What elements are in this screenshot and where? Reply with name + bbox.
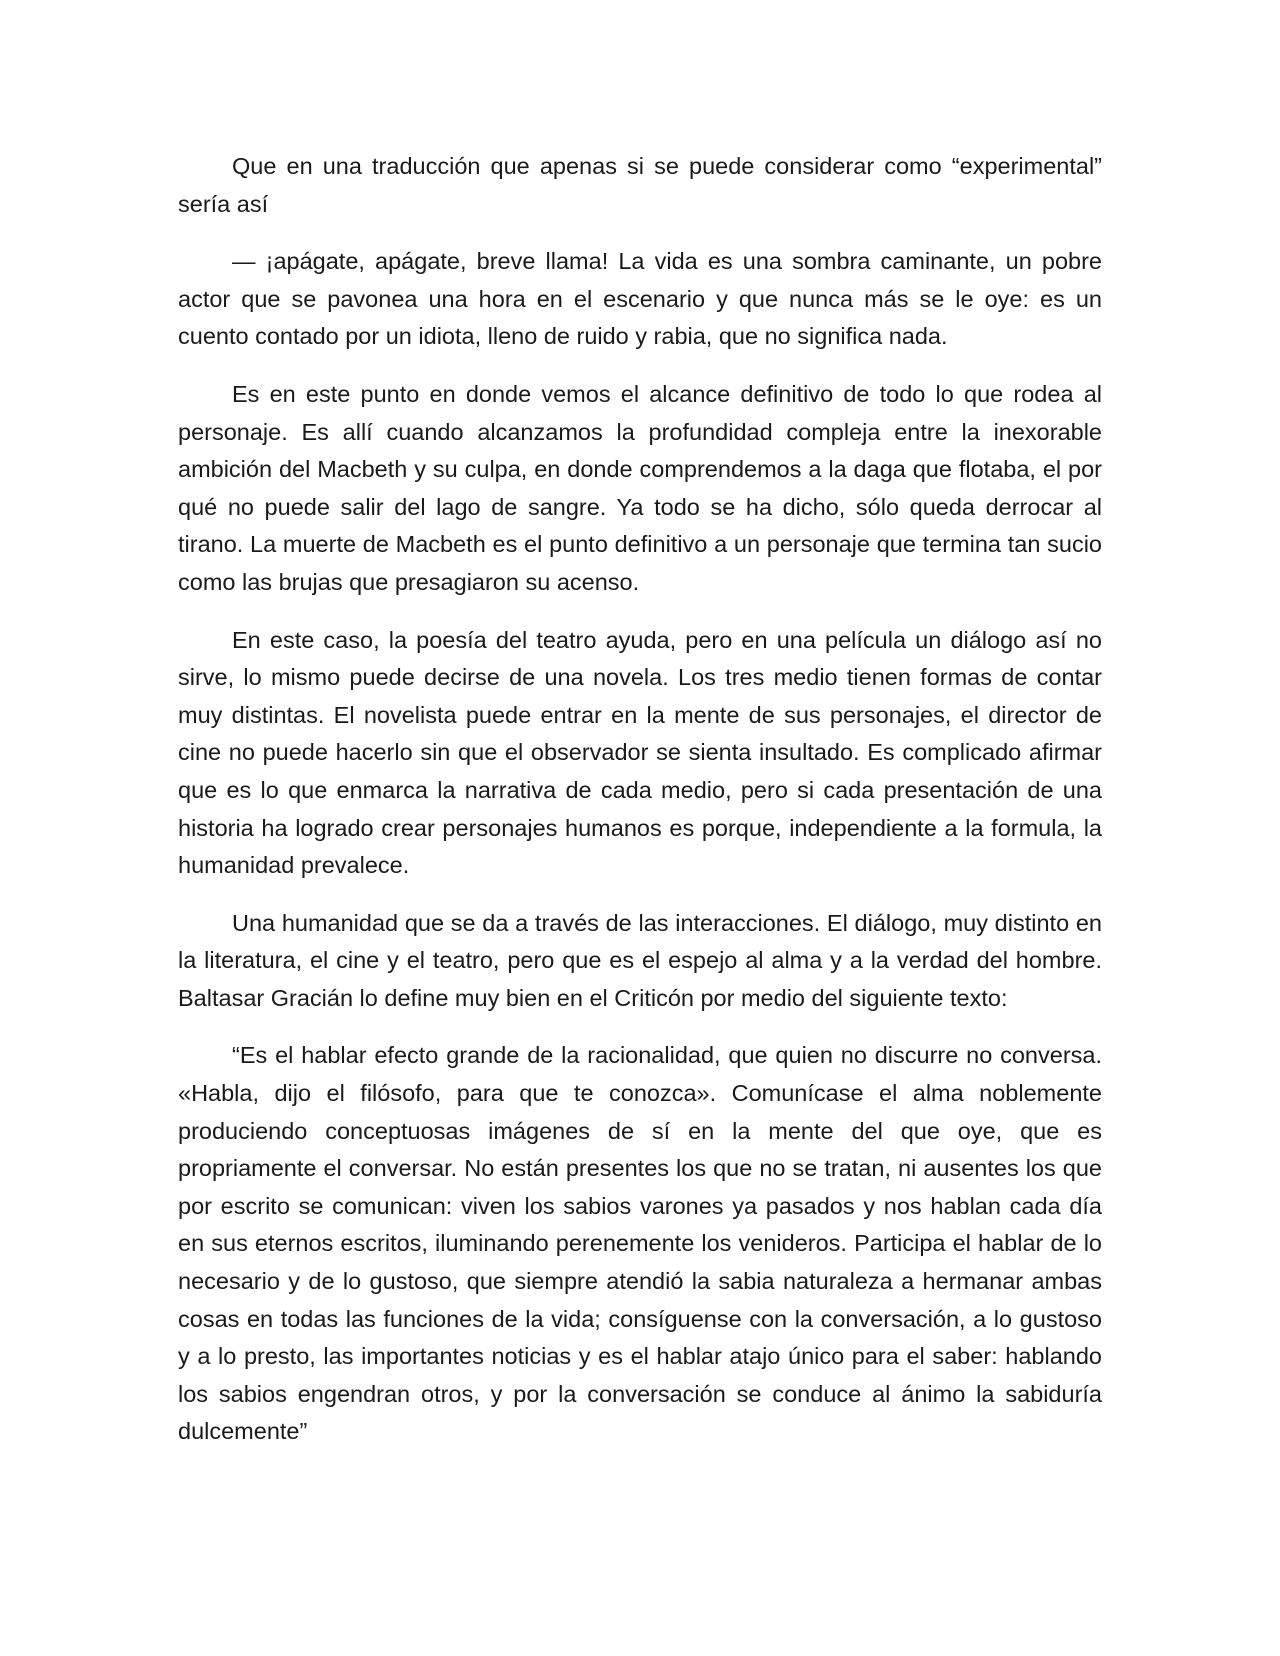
paragraph-media-comparison: En este caso, la poesía del teatro ayuda, pero en una película un diálogo así no sirve, lo mismo puede decirse de una novela. Los tres medio tienen formas de contar muy distintas. El novelista puede entrar en la mente de sus personajes, el director de cine no puede hacerlo sin que el observador se sienta insultado. Es complicado afirmar que es lo que enmarca la narrativa de cada medio, pero si cada presentación de una historia ha logrado crear personajes humanos es porque, independiente a la formula, la humanidad prevalece.	[178, 626, 1102, 879]
paragraph-intro: Que en una traducción que apenas si se puede considerar como “experimental” sería así	[178, 153, 1102, 217]
paragraph-analysis: Es en este punto en donde vemos el alcance definitivo de todo lo que rodea al personaje. Es allí cuando alcanzamos la profundidad compleja entre la inexorable ambición del Macbeth y su culpa, en donde comprendemos a la daga que flotaba, el por qué no puede salir del lago de sangre. Ya todo se ha dicho, sólo queda derrocar al tirano. La muerte de Macbeth es el punto definitivo a un personaje que termina tan sucio como las brujas que presagiaron su acenso.	[178, 380, 1102, 595]
paragraph-quote-gracian: “Es el hablar efecto grande de la racionalidad, que quien no discurre no conversa. «Habla, dijo el filósofo, para que te conozca». Comunícase el alma noblemente produciendo conceptuosas imágenes de sí en la mente del que oye, que es propriamente el conversar. No están presentes los que no se tratan, ni ausentes los que por escrito se comunican: viven los sabios varones ya pasados y nos hablan cada día en sus eternos escritos, iluminando perenemente los venideros. Participa el hablar de lo necesario y de lo gustoso, que siempre atendió la sabia naturaleza a hermanar ambas cosas en todas las funciones de la vida; consíguense con la conversación, a lo gustoso y a lo presto, las importantes noticias y es el hablar atajo único para el saber: hablando los sabios engendran otros, y por la conversación se conduce al ánimo la sabiduría dulcemente”	[178, 1042, 1102, 1445]
document-page	[178, 148, 1102, 1471]
paragraph-quote-macbeth: — ¡apágate, apágate, breve llama! La vida es una sombra caminante, un pobre actor que se pavonea una hora en el escenario y que nunca más se le oye: es un cuento contado por un idiota, lleno de ruido y rabia, que no significa nada.	[178, 248, 1102, 350]
paragraph-humanity: Una humanidad que se da a través de las interacciones. El diálogo, muy distinto en la literatura, el cine y el teatro, pero que es el espejo al alma y a la verdad del hombre. Baltasar Gracián lo define muy bien en el Criticón por medio del siguiente texto:	[178, 909, 1102, 1011]
